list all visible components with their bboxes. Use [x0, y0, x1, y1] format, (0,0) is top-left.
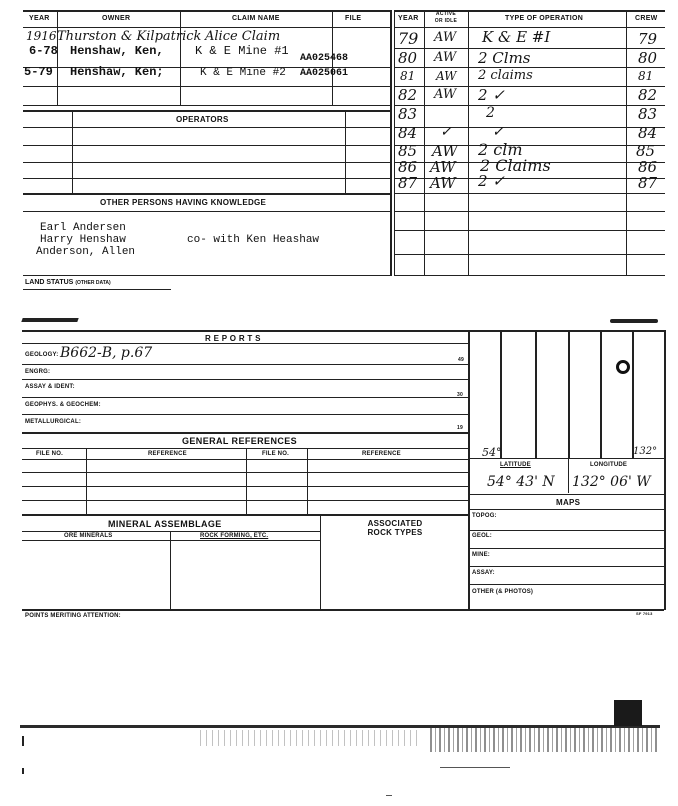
act-year: 86 — [398, 158, 418, 176]
act-status: AW — [434, 30, 457, 45]
claim-row-year: 6-78 — [29, 44, 58, 58]
claim-row-claim-name: Alice Claim — [205, 29, 281, 44]
col-file-no-2: FILE NO. — [262, 451, 289, 457]
rock-forming: ROCK FORMING, ETC. — [200, 533, 269, 539]
act-year: 79 — [398, 29, 419, 48]
form-number: SF 7913 — [636, 611, 653, 616]
act-year: 85 — [398, 142, 418, 160]
latitude-label: LATITUDE — [500, 462, 531, 468]
num-19: 19 — [457, 425, 463, 431]
claim-row-owner: Henshaw, Ken; — [70, 65, 164, 79]
act-type: ✓ — [492, 124, 504, 140]
act-crew: 79 — [638, 30, 658, 48]
map-geol: GEOL: — [472, 533, 492, 539]
act-crew: 84 — [638, 124, 658, 142]
act-year: 87 — [398, 174, 418, 192]
act-type: 2 Claims — [480, 156, 551, 175]
col-reference-2: REFERENCE — [362, 451, 401, 457]
map-other: OTHER (& PHOTOS) — [472, 589, 534, 595]
claim-row-claim-name: K & E Mine #2 — [200, 67, 286, 79]
rock-types: ROCK TYPES — [367, 528, 423, 537]
knowledge-person: Anderson, Allen — [36, 246, 136, 258]
col-file-no: FILE NO. — [36, 451, 63, 457]
act-year: 83 — [398, 105, 418, 123]
act-type: 2 clm — [478, 140, 523, 159]
geology-label: GEOLOGY: — [25, 352, 59, 358]
act-type: 2 — [486, 105, 495, 121]
map-mine: MINE: — [472, 552, 490, 558]
act-status: AW — [432, 142, 458, 160]
act-status: AW — [436, 69, 457, 83]
header-type-operation: TYPE OF OPERATION — [505, 15, 584, 22]
header-idle: OR IDLE — [434, 18, 458, 24]
act-type: 2 Clms — [478, 49, 531, 67]
claim-row-claim-name: K & E Mine #1 — [195, 44, 289, 58]
act-crew: 85 — [636, 142, 656, 160]
act-status: AW — [434, 50, 457, 65]
engrg-label: ENGRG: — [25, 369, 51, 375]
ore-minerals: ORE MINERALS — [64, 533, 113, 539]
latitude-value: 54° 43' N — [487, 474, 555, 490]
col-reference: REFERENCE — [148, 451, 187, 457]
act-type: 2 ✓ — [478, 172, 505, 190]
act-status: AW — [434, 87, 457, 102]
act-type: 2 ✓ — [478, 86, 505, 104]
act-status: ✓ — [440, 124, 452, 140]
act-year: 84 — [398, 124, 418, 142]
act-type: 2 claims — [478, 68, 533, 83]
claim-row-owner: Thurston & Kilpatrick — [57, 29, 202, 44]
longitude-label: LONGITUDE — [590, 462, 628, 468]
tick-right: 132° — [633, 446, 658, 457]
header-file: FILE — [345, 15, 362, 22]
location-marker-icon — [616, 360, 630, 374]
act-crew: 82 — [638, 86, 658, 104]
points-label: POINTS MERITING ATTENTION: — [25, 613, 121, 619]
act-crew: 87 — [638, 174, 658, 192]
num-49: 49 — [458, 357, 464, 363]
map-assay: ASSAY: — [472, 570, 495, 576]
act-crew: 81 — [638, 69, 654, 83]
header-year: YEAR — [29, 15, 50, 22]
act-crew: 86 — [638, 158, 658, 176]
header-act-year: YEAR — [398, 15, 419, 22]
header-active: ACTIVE — [435, 11, 457, 17]
reports-title: R E P O R T S — [205, 334, 261, 343]
maps-title: MAPS — [556, 498, 581, 507]
metallurgical-label: METALLURGICAL: — [25, 419, 82, 425]
act-status: AW — [430, 174, 456, 192]
knowledge-person: Earl Andersen — [40, 222, 126, 234]
act-year: 82 — [398, 86, 418, 104]
longitude-value: 132° 06' W — [572, 474, 651, 490]
geology-value: B662-B, p.67 — [60, 345, 153, 361]
associated: ASSOCIATED — [367, 519, 423, 528]
general-references-title: GENERAL REFERENCES — [182, 436, 298, 446]
claim-row-year: 5-79 — [24, 65, 53, 79]
knowledge-person: Harry Henshaw — [40, 234, 126, 246]
act-type: K & E #I — [482, 28, 551, 46]
num-30: 30 — [457, 392, 463, 398]
knowledge-note: co- with Ken Heashaw — [187, 234, 320, 246]
tick-left: 54° — [482, 446, 502, 459]
act-year: 81 — [400, 69, 416, 83]
act-crew: 80 — [638, 49, 658, 67]
header-crew: CREW — [635, 15, 658, 22]
claim-row-file: AA025468 — [300, 53, 349, 64]
geophys-label: GEOPHYS. & GEOCHEM: — [25, 402, 101, 408]
claim-row-file: AA025061 — [300, 68, 349, 79]
land-status-label: LAND STATUS — [25, 279, 74, 286]
operators-title: OPERATORS — [176, 115, 229, 124]
act-crew: 83 — [638, 105, 658, 123]
act-year: 80 — [398, 49, 418, 67]
claim-row-year: 1916 — [26, 29, 57, 43]
mineral-title: MINERAL ASSEMBLAGE — [108, 519, 222, 529]
claim-row-owner: Henshaw, Ken, — [70, 44, 164, 58]
act-status: AW — [430, 158, 456, 176]
header-claim-name: CLAIM NAME — [232, 15, 280, 22]
assay-label: ASSAY & IDENT: — [25, 384, 75, 390]
knowledge-title: OTHER PERSONS HAVING KNOWLEDGE — [100, 198, 267, 207]
map-topog: TOPOG: — [472, 513, 497, 519]
land-status-sub: (OTHER DATA) — [75, 280, 111, 286]
land-status — [25, 279, 111, 286]
header-owner: OWNER — [102, 15, 131, 22]
